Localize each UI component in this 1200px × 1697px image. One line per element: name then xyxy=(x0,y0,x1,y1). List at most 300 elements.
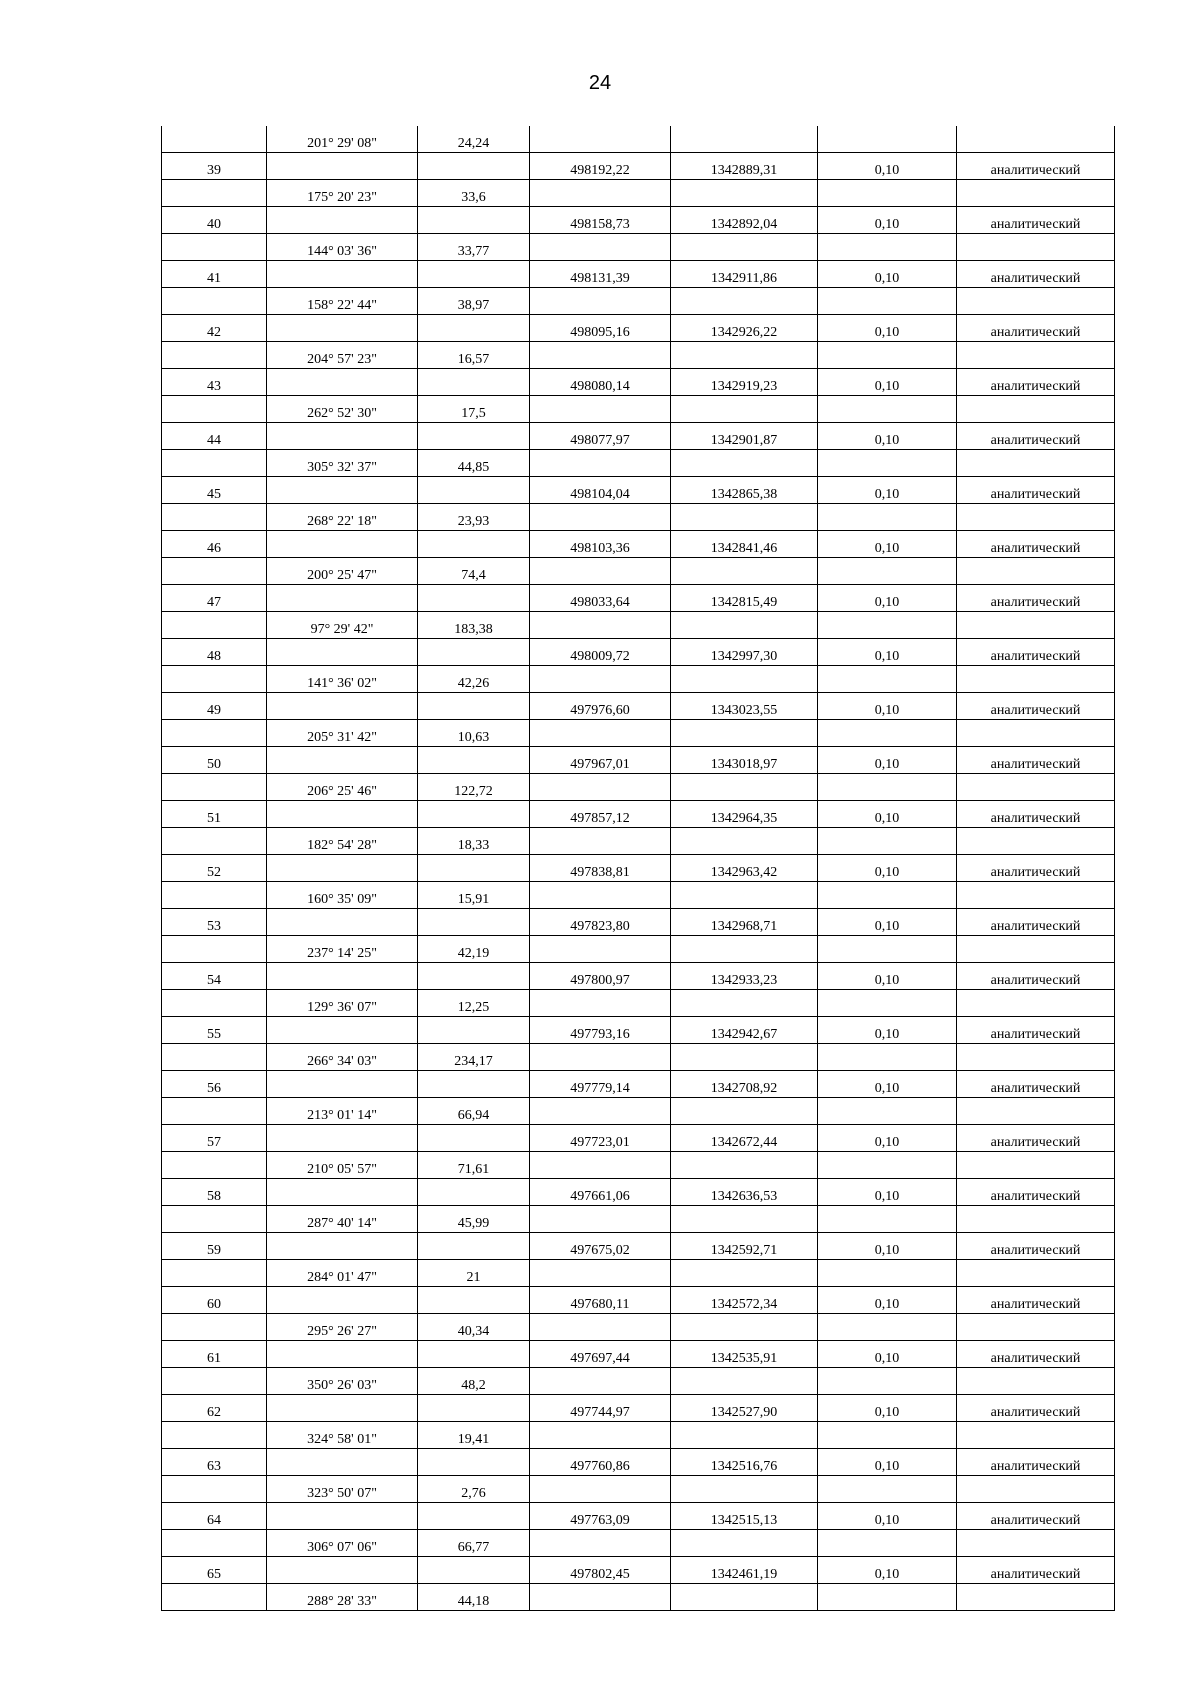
cell-method xyxy=(957,1530,1115,1557)
segment-row xyxy=(162,1152,1115,1179)
cell-method: аналитический xyxy=(957,1287,1115,1314)
point-row xyxy=(162,1179,1115,1206)
cell-direction-angle: 182° 54' 28" xyxy=(267,828,418,855)
cell-direction-angle xyxy=(267,855,418,882)
cell-distance xyxy=(418,1071,530,1098)
cell-point-number: 41 xyxy=(162,261,267,288)
cell-distance: 24,24 xyxy=(418,126,530,153)
segment-row xyxy=(162,558,1115,585)
cell-coord-y xyxy=(671,774,818,801)
cell-point-number: 53 xyxy=(162,909,267,936)
segment-row xyxy=(162,126,1115,153)
cell-point-number xyxy=(162,1098,267,1125)
cell-accuracy xyxy=(818,342,957,369)
cell-point-number xyxy=(162,720,267,747)
cell-coord-y xyxy=(671,828,818,855)
cell-direction-angle xyxy=(267,1395,418,1422)
cell-coord-x xyxy=(530,180,671,207)
cell-point-number xyxy=(162,1314,267,1341)
cell-coord-y xyxy=(671,990,818,1017)
cell-direction-angle xyxy=(267,1503,418,1530)
cell-distance: 21 xyxy=(418,1260,530,1287)
cell-coord-x xyxy=(530,774,671,801)
cell-coord-x: 497661,06 xyxy=(530,1179,671,1206)
cell-point-number: 40 xyxy=(162,207,267,234)
cell-accuracy xyxy=(818,1152,957,1179)
cell-method: аналитический xyxy=(957,747,1115,774)
cell-point-number xyxy=(162,558,267,585)
cell-accuracy xyxy=(818,936,957,963)
cell-coord-x xyxy=(530,612,671,639)
cell-coord-x: 497760,86 xyxy=(530,1449,671,1476)
cell-coord-y: 1342535,91 xyxy=(671,1341,818,1368)
cell-accuracy xyxy=(818,1314,957,1341)
cell-direction-angle xyxy=(267,585,418,612)
cell-coord-x: 498103,36 xyxy=(530,531,671,558)
point-row xyxy=(162,1233,1115,1260)
point-row xyxy=(162,639,1115,666)
cell-accuracy xyxy=(818,288,957,315)
point-row xyxy=(162,747,1115,774)
cell-distance xyxy=(418,909,530,936)
segment-row xyxy=(162,234,1115,261)
point-row xyxy=(162,207,1115,234)
point-row xyxy=(162,1503,1115,1530)
cell-point-number xyxy=(162,288,267,315)
cell-method xyxy=(957,558,1115,585)
cell-accuracy xyxy=(818,774,957,801)
cell-direction-angle: 175° 20' 23" xyxy=(267,180,418,207)
segment-row xyxy=(162,1098,1115,1125)
cell-distance: 44,85 xyxy=(418,450,530,477)
cell-coord-x xyxy=(530,1044,671,1071)
cell-accuracy xyxy=(818,1098,957,1125)
cell-method: аналитический xyxy=(957,1017,1115,1044)
cell-distance xyxy=(418,1017,530,1044)
cell-direction-angle xyxy=(267,1557,418,1584)
segment-row xyxy=(162,288,1115,315)
cell-method xyxy=(957,234,1115,261)
cell-coord-x xyxy=(530,936,671,963)
segment-row xyxy=(162,774,1115,801)
cell-coord-x xyxy=(530,882,671,909)
cell-distance xyxy=(418,639,530,666)
cell-distance: 12,25 xyxy=(418,990,530,1017)
segment-row xyxy=(162,1530,1115,1557)
cell-coord-y: 1342942,67 xyxy=(671,1017,818,1044)
cell-coord-y: 1342964,35 xyxy=(671,801,818,828)
point-row xyxy=(162,315,1115,342)
cell-coord-x xyxy=(530,126,671,153)
cell-coord-y xyxy=(671,450,818,477)
cell-point-number: 56 xyxy=(162,1071,267,1098)
cell-coord-y xyxy=(671,720,818,747)
cell-direction-angle: 306° 07' 06" xyxy=(267,1530,418,1557)
cell-distance: 234,17 xyxy=(418,1044,530,1071)
cell-method xyxy=(957,1206,1115,1233)
segment-row xyxy=(162,396,1115,423)
cell-coord-x: 497857,12 xyxy=(530,801,671,828)
cell-direction-angle: 350° 26' 03" xyxy=(267,1368,418,1395)
point-row xyxy=(162,1341,1115,1368)
cell-point-number xyxy=(162,1368,267,1395)
cell-method: аналитический xyxy=(957,261,1115,288)
cell-coord-y: 1342892,04 xyxy=(671,207,818,234)
cell-direction-angle: 266° 34' 03" xyxy=(267,1044,418,1071)
cell-method: аналитический xyxy=(957,315,1115,342)
cell-distance xyxy=(418,855,530,882)
cell-coord-y: 1342968,71 xyxy=(671,909,818,936)
cell-distance xyxy=(418,1557,530,1584)
point-row xyxy=(162,1395,1115,1422)
cell-method: аналитический xyxy=(957,531,1115,558)
cell-distance: 33,77 xyxy=(418,234,530,261)
cell-direction-angle: 201° 29' 08" xyxy=(267,126,418,153)
cell-accuracy xyxy=(818,558,957,585)
cell-distance: 66,94 xyxy=(418,1098,530,1125)
cell-accuracy: 0,10 xyxy=(818,477,957,504)
cell-method xyxy=(957,288,1115,315)
cell-distance: 38,97 xyxy=(418,288,530,315)
cell-coord-x xyxy=(530,342,671,369)
segment-row xyxy=(162,720,1115,747)
cell-point-number xyxy=(162,234,267,261)
cell-point-number: 46 xyxy=(162,531,267,558)
cell-point-number: 54 xyxy=(162,963,267,990)
cell-direction-angle xyxy=(267,909,418,936)
cell-distance xyxy=(418,1341,530,1368)
cell-coord-x xyxy=(530,1098,671,1125)
cell-method: аналитический xyxy=(957,801,1115,828)
cell-coord-x xyxy=(530,1476,671,1503)
cell-accuracy xyxy=(818,234,957,261)
cell-accuracy xyxy=(818,1206,957,1233)
cell-method xyxy=(957,450,1115,477)
cell-method xyxy=(957,666,1115,693)
cell-method: аналитический xyxy=(957,693,1115,720)
cell-accuracy: 0,10 xyxy=(818,1071,957,1098)
point-row xyxy=(162,855,1115,882)
cell-coord-y xyxy=(671,1476,818,1503)
cell-accuracy: 0,10 xyxy=(818,1287,957,1314)
cell-point-number xyxy=(162,828,267,855)
cell-coord-y: 1342911,86 xyxy=(671,261,818,288)
point-row xyxy=(162,423,1115,450)
cell-accuracy: 0,10 xyxy=(818,1395,957,1422)
point-row xyxy=(162,477,1115,504)
cell-point-number: 44 xyxy=(162,423,267,450)
cell-direction-angle xyxy=(267,207,418,234)
cell-accuracy xyxy=(818,1368,957,1395)
cell-method: аналитический xyxy=(957,1179,1115,1206)
cell-accuracy: 0,10 xyxy=(818,585,957,612)
segment-row xyxy=(162,180,1115,207)
cell-point-number: 48 xyxy=(162,639,267,666)
cell-point-number: 65 xyxy=(162,1557,267,1584)
cell-point-number xyxy=(162,1584,267,1611)
segment-row xyxy=(162,882,1115,909)
cell-method xyxy=(957,1044,1115,1071)
point-row xyxy=(162,369,1115,396)
cell-coord-y: 1342841,46 xyxy=(671,531,818,558)
cell-distance: 2,76 xyxy=(418,1476,530,1503)
cell-distance xyxy=(418,801,530,828)
cell-direction-angle xyxy=(267,315,418,342)
table-body xyxy=(162,126,1115,1611)
cell-accuracy: 0,10 xyxy=(818,1449,957,1476)
cell-point-number: 55 xyxy=(162,1017,267,1044)
cell-method xyxy=(957,180,1115,207)
cell-coord-x: 497779,14 xyxy=(530,1071,671,1098)
cell-point-number: 63 xyxy=(162,1449,267,1476)
cell-accuracy: 0,10 xyxy=(818,207,957,234)
cell-coord-x xyxy=(530,1422,671,1449)
cell-accuracy xyxy=(818,882,957,909)
cell-coord-y: 1342997,30 xyxy=(671,639,818,666)
cell-point-number: 52 xyxy=(162,855,267,882)
cell-method xyxy=(957,990,1115,1017)
cell-accuracy xyxy=(818,720,957,747)
segment-row xyxy=(162,1044,1115,1071)
cell-coord-y: 1342815,49 xyxy=(671,585,818,612)
cell-point-number xyxy=(162,1530,267,1557)
cell-accuracy xyxy=(818,990,957,1017)
cell-accuracy: 0,10 xyxy=(818,423,957,450)
point-row xyxy=(162,801,1115,828)
cell-direction-angle xyxy=(267,531,418,558)
cell-method xyxy=(957,342,1115,369)
cell-coord-x: 497697,44 xyxy=(530,1341,671,1368)
point-row xyxy=(162,261,1115,288)
cell-direction-angle xyxy=(267,423,418,450)
cell-direction-angle xyxy=(267,1071,418,1098)
cell-direction-angle: 305° 32' 37" xyxy=(267,450,418,477)
cell-distance xyxy=(418,1179,530,1206)
cell-accuracy xyxy=(818,396,957,423)
cell-accuracy xyxy=(818,612,957,639)
cell-direction-angle: 144° 03' 36" xyxy=(267,234,418,261)
cell-distance: 45,99 xyxy=(418,1206,530,1233)
cell-accuracy: 0,10 xyxy=(818,1017,957,1044)
cell-coord-y: 1342889,31 xyxy=(671,153,818,180)
cell-accuracy: 0,10 xyxy=(818,963,957,990)
cell-coord-y: 1343018,97 xyxy=(671,747,818,774)
cell-method: аналитический xyxy=(957,1557,1115,1584)
cell-direction-angle xyxy=(267,153,418,180)
cell-direction-angle xyxy=(267,693,418,720)
cell-coord-x xyxy=(530,504,671,531)
cell-method xyxy=(957,1098,1115,1125)
cell-point-number xyxy=(162,1476,267,1503)
cell-point-number: 60 xyxy=(162,1287,267,1314)
cell-accuracy: 0,10 xyxy=(818,1341,957,1368)
point-row xyxy=(162,153,1115,180)
cell-distance xyxy=(418,477,530,504)
cell-point-number: 42 xyxy=(162,315,267,342)
cell-coord-y xyxy=(671,1260,818,1287)
cell-point-number xyxy=(162,1422,267,1449)
cell-distance xyxy=(418,1287,530,1314)
cell-point-number xyxy=(162,1206,267,1233)
cell-coord-y xyxy=(671,936,818,963)
cell-method: аналитический xyxy=(957,1503,1115,1530)
cell-coord-x xyxy=(530,234,671,261)
point-row xyxy=(162,693,1115,720)
cell-direction-angle: 287° 40' 14" xyxy=(267,1206,418,1233)
cell-accuracy xyxy=(818,1044,957,1071)
cell-method: аналитический xyxy=(957,207,1115,234)
cell-coord-y xyxy=(671,1368,818,1395)
cell-method: аналитический xyxy=(957,423,1115,450)
cell-distance xyxy=(418,1233,530,1260)
cell-point-number: 61 xyxy=(162,1341,267,1368)
cell-direction-angle: 205° 31' 42" xyxy=(267,720,418,747)
cell-direction-angle: 237° 14' 25" xyxy=(267,936,418,963)
cell-direction-angle xyxy=(267,801,418,828)
cell-accuracy xyxy=(818,450,957,477)
cell-coord-y: 1342527,90 xyxy=(671,1395,818,1422)
cell-point-number: 50 xyxy=(162,747,267,774)
cell-direction-angle: 262° 52' 30" xyxy=(267,396,418,423)
cell-coord-x: 498104,04 xyxy=(530,477,671,504)
cell-coord-y xyxy=(671,882,818,909)
cell-distance xyxy=(418,1395,530,1422)
cell-direction-angle xyxy=(267,1017,418,1044)
cell-method xyxy=(957,1152,1115,1179)
cell-point-number: 62 xyxy=(162,1395,267,1422)
cell-distance xyxy=(418,1449,530,1476)
cell-method xyxy=(957,720,1115,747)
cell-distance: 44,18 xyxy=(418,1584,530,1611)
cell-distance xyxy=(418,369,530,396)
cell-distance xyxy=(418,153,530,180)
cell-distance xyxy=(418,207,530,234)
cell-distance: 71,61 xyxy=(418,1152,530,1179)
segment-row xyxy=(162,1260,1115,1287)
segment-row xyxy=(162,450,1115,477)
cell-point-number: 64 xyxy=(162,1503,267,1530)
cell-method xyxy=(957,828,1115,855)
cell-method xyxy=(957,504,1115,531)
cell-method: аналитический xyxy=(957,1341,1115,1368)
cell-method xyxy=(957,1584,1115,1611)
cell-distance: 16,57 xyxy=(418,342,530,369)
segment-row xyxy=(162,828,1115,855)
cell-coord-y xyxy=(671,1206,818,1233)
cell-coord-x xyxy=(530,288,671,315)
cell-direction-angle xyxy=(267,1125,418,1152)
cell-direction-angle xyxy=(267,1233,418,1260)
cell-point-number: 51 xyxy=(162,801,267,828)
cell-coord-y: 1342636,53 xyxy=(671,1179,818,1206)
cell-coord-y xyxy=(671,126,818,153)
cell-coord-y: 1342592,71 xyxy=(671,1233,818,1260)
cell-coord-x xyxy=(530,396,671,423)
cell-direction-angle: 158° 22' 44" xyxy=(267,288,418,315)
cell-distance: 74,4 xyxy=(418,558,530,585)
cell-point-number xyxy=(162,342,267,369)
point-row xyxy=(162,1287,1115,1314)
cell-coord-y: 1342461,19 xyxy=(671,1557,818,1584)
cell-accuracy: 0,10 xyxy=(818,1233,957,1260)
cell-coord-y: 1342865,38 xyxy=(671,477,818,504)
cell-coord-y: 1343023,55 xyxy=(671,693,818,720)
cell-point-number xyxy=(162,936,267,963)
cell-coord-x xyxy=(530,990,671,1017)
cell-coord-x: 498033,64 xyxy=(530,585,671,612)
cell-method: аналитический xyxy=(957,1395,1115,1422)
cell-distance xyxy=(418,963,530,990)
cell-coord-x: 497800,97 xyxy=(530,963,671,990)
cell-method xyxy=(957,1422,1115,1449)
cell-distance: 42,26 xyxy=(418,666,530,693)
cell-direction-angle xyxy=(267,1287,418,1314)
cell-coord-y: 1342515,13 xyxy=(671,1503,818,1530)
cell-point-number xyxy=(162,666,267,693)
cell-coord-y xyxy=(671,558,818,585)
cell-distance: 122,72 xyxy=(418,774,530,801)
cell-distance: 15,91 xyxy=(418,882,530,909)
cell-coord-x xyxy=(530,1206,671,1233)
segment-row xyxy=(162,990,1115,1017)
cell-distance: 17,5 xyxy=(418,396,530,423)
cell-accuracy: 0,10 xyxy=(818,693,957,720)
cell-distance xyxy=(418,1125,530,1152)
cell-coord-x: 498095,16 xyxy=(530,315,671,342)
cell-coord-x xyxy=(530,1314,671,1341)
cell-coord-x: 498080,14 xyxy=(530,369,671,396)
cell-direction-angle xyxy=(267,369,418,396)
cell-accuracy xyxy=(818,1260,957,1287)
cell-direction-angle: 97° 29' 42" xyxy=(267,612,418,639)
cell-distance xyxy=(418,693,530,720)
cell-point-number xyxy=(162,396,267,423)
cell-method xyxy=(957,126,1115,153)
cell-method: аналитический xyxy=(957,1449,1115,1476)
cell-distance: 183,38 xyxy=(418,612,530,639)
cell-coord-x: 497802,45 xyxy=(530,1557,671,1584)
cell-method xyxy=(957,1260,1115,1287)
segment-row xyxy=(162,1368,1115,1395)
cell-method xyxy=(957,774,1115,801)
segment-row xyxy=(162,1314,1115,1341)
cell-distance: 66,77 xyxy=(418,1530,530,1557)
cell-distance: 33,6 xyxy=(418,180,530,207)
cell-coord-y: 1342926,22 xyxy=(671,315,818,342)
cell-point-number xyxy=(162,882,267,909)
point-row xyxy=(162,1071,1115,1098)
cell-coord-x xyxy=(530,1368,671,1395)
cell-coord-x xyxy=(530,828,671,855)
cell-point-number xyxy=(162,504,267,531)
cell-point-number xyxy=(162,126,267,153)
cell-method: аналитический xyxy=(957,1071,1115,1098)
cell-method: аналитический xyxy=(957,477,1115,504)
cell-accuracy xyxy=(818,828,957,855)
cell-coord-x: 497793,16 xyxy=(530,1017,671,1044)
cell-method xyxy=(957,1314,1115,1341)
cell-point-number xyxy=(162,180,267,207)
cell-coord-y xyxy=(671,180,818,207)
cell-accuracy xyxy=(818,1476,957,1503)
point-row xyxy=(162,963,1115,990)
cell-method: аналитический xyxy=(957,369,1115,396)
cell-method xyxy=(957,612,1115,639)
cell-point-number: 49 xyxy=(162,693,267,720)
cell-coord-x: 497976,60 xyxy=(530,693,671,720)
cell-direction-angle xyxy=(267,1449,418,1476)
point-row xyxy=(162,585,1115,612)
